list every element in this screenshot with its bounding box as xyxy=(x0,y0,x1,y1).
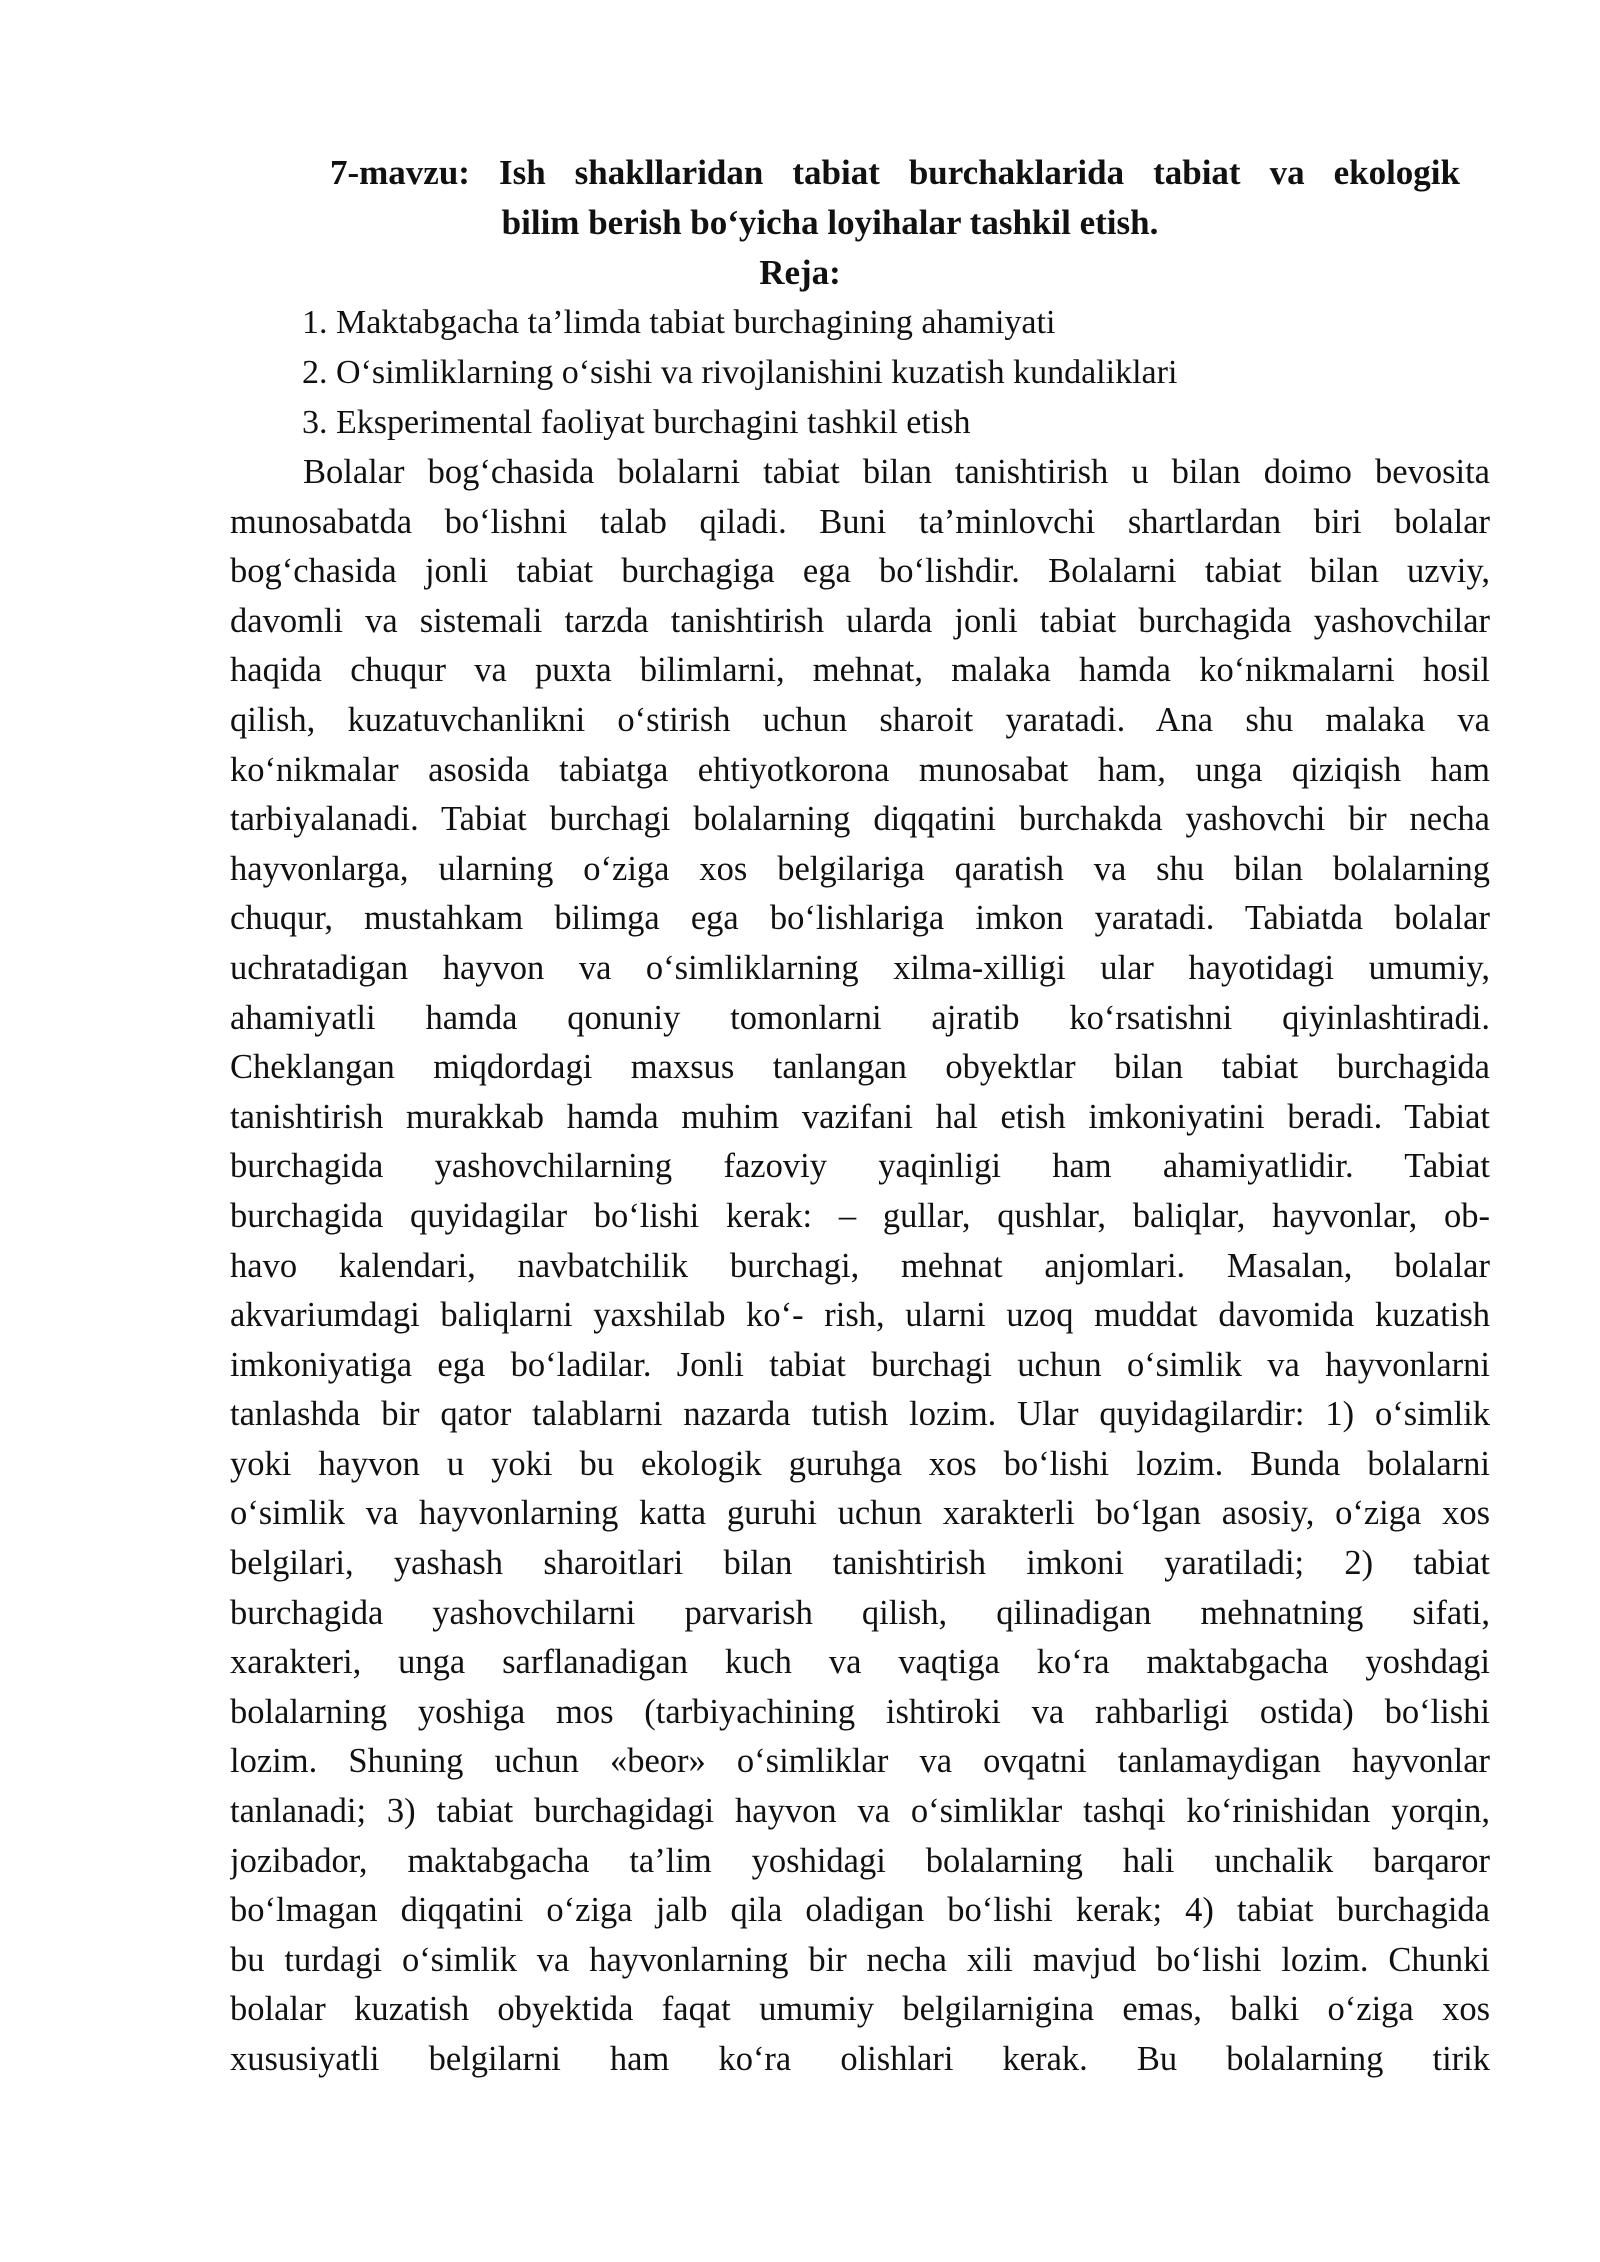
body-line: davomli va sistemali tarzda tanishtirish ularda jonli tabiat burchagida yashovchilar xyxy=(230,601,1490,640)
body-line: burchagida quyidagilar bo‘lishi kerak: – gullar, qushlar, baliqlar, hayvonlar, ob- xyxy=(230,1196,1490,1235)
body-line: bu turdagi o‘simlik va hayvonlarning bir necha xili mavjud bo‘lishi lozim. Chunki xyxy=(230,1940,1490,1979)
body-line: tarbiyalanadi. Tabiat burchagi bolalarning diqqatini burchakda yashovchi bir necha xyxy=(230,800,1490,839)
body-line: yoki hayvon u yoki bu ekologik guruhga xos bo‘lishi lozim. Bunda bolalarni xyxy=(230,1444,1490,1483)
body-line: burchagida yashovchilarni parvarish qilish, qilinadigan mehnatning sifati, xyxy=(230,1593,1490,1632)
body-line: chuqur, mustahkam bilimga ega bo‘lishlariga imkon yaratadi. Tabiatda bolalar xyxy=(230,899,1490,938)
body-line: Cheklangan miqdordagi maxsus tanlangan obyektlar bilan tabiat burchagida xyxy=(230,1048,1490,1087)
body-line: tanlanadi; 3) tabiat burchagidagi hayvon va o‘simliklar tashqi ko‘rinishidan yorqin, xyxy=(230,1792,1490,1831)
body-line: tanishtirish murakkab hamda muhim vazifani hal etish imkoniyatini beradi. Tabiat xyxy=(230,1097,1490,1136)
plan-item: 1. Maktabgacha ta’limda tabiat burchagining ahamiyati xyxy=(302,304,1056,341)
body-line: burchagida yashovchilarning fazoviy yaqinligi ham ahamiyatlidir. Tabiat xyxy=(230,1147,1490,1186)
body-line: haqida chuqur va puxta bilimlarni, mehnat, malaka hamda ko‘nikmalarni hosil xyxy=(230,651,1490,690)
body-line: belgilari, yashash sharoitlari bilan tanishtirish imkoni yaratiladi; 2) tabiat xyxy=(230,1544,1490,1583)
title-line-2: bilim berish bo‘yicha loyihalar tashkil etish. xyxy=(501,203,1159,242)
body-line: o‘simlik va hayvonlarning katta guruhi uchun xarakterli bo‘lgan asosiy, o‘ziga xos xyxy=(230,1494,1490,1533)
plan-item: 2. O‘simliklarning o‘sishi va rivojlanishini kuzatish kundaliklari xyxy=(302,354,1178,391)
body-line: ko‘nikmalar asosida tabiatga ehtiyotkorona munosabat ham, unga qiziqish ham xyxy=(230,750,1490,789)
body-line: qilish, kuzatuvchanlikni o‘stirish uchun sharoit yaratadi. Ana shu malaka va xyxy=(230,700,1490,739)
plan-heading-row xyxy=(0,248,1600,298)
body-line: bolalar kuzatish obyektida faqat umumiy belgilarnigina emas, balki o‘ziga xos xyxy=(230,1990,1490,2029)
body-line: bo‘lmagan diqqatini o‘ziga jalb qila oladigan bo‘lishi kerak; 4) tabiat burchagida xyxy=(230,1891,1490,1930)
body-paragraph xyxy=(230,448,1490,2085)
body-line: xususiyatli belgilarni ham ko‘ra olishlari kerak. Bu bolalarning tirik xyxy=(230,2040,1490,2078)
title-line-1: 7-mavzu: Ish shakllaridan tabiat burchaklarida tabiat va ekologik xyxy=(330,153,1460,192)
body-line: imkoniyatiga ega bo‘ladilar. Jonli tabiat burchagi uchun o‘simlik va hayvonlarni xyxy=(230,1345,1490,1384)
body-line: jozibador, maktabgacha ta’lim yoshidagi bolalarning hali unchalik barqaror xyxy=(230,1841,1490,1880)
plan-list xyxy=(302,298,1177,448)
plan-heading: Reja: xyxy=(759,253,841,292)
document-title xyxy=(330,148,1460,248)
body-line: uchratadigan hayvon va o‘simliklarning xilma-xilligi ular hayotidagi umumiy, xyxy=(230,948,1490,987)
body-line: ahamiyatli hamda qonuniy tomonlarni ajratib ko‘rsatishni qiyinlashtiradi. xyxy=(230,998,1490,1037)
body-line: bog‘chasida jonli tabiat burchagiga ega bo‘lishdir. Bolalarni tabiat bilan uzviy, xyxy=(230,552,1490,591)
body-line: hayvonlarga, ularning o‘ziga xos belgilariga qaratish va shu bilan bolalarning xyxy=(230,849,1490,888)
body-line: lozim. Shuning uchun «beor» o‘simliklar va ovqatni tanlamaydigan hayvonlar xyxy=(230,1742,1490,1781)
body-line: Bolalar bog‘chasida bolalarni tabiat bilan tanishtirish u bilan doimo bevosita xyxy=(303,453,1490,491)
body-line: bolalarning yoshiga mos (tarbiyachining ishtiroki va rahbarligi ostida) bo‘lishi xyxy=(230,1692,1490,1731)
body-line: akvariumdagi baliqlarni yaxshilab ko‘- rish, ularni uzoq muddat davomida kuzatish xyxy=(230,1296,1490,1335)
body-line: xarakteri, unga sarflanadigan kuch va vaqtiga ko‘ra maktabgacha yoshdagi xyxy=(230,1643,1490,1682)
plan-item: 3. Eksperimental faoliyat burchagini tashkil etish xyxy=(302,404,971,441)
body-line: tanlashda bir qator talablarni nazarda tutish lozim. Ular quyidagilardir: 1) o‘simlik xyxy=(230,1395,1490,1434)
body-line: havo kalendari, navbatchilik burchagi, mehnat anjomlari. Masalan, bolalar xyxy=(230,1246,1490,1285)
body-line: munosabatda bo‘lishni talab qiladi. Buni ta’minlovchi shartlardan biri bolalar xyxy=(230,502,1490,541)
